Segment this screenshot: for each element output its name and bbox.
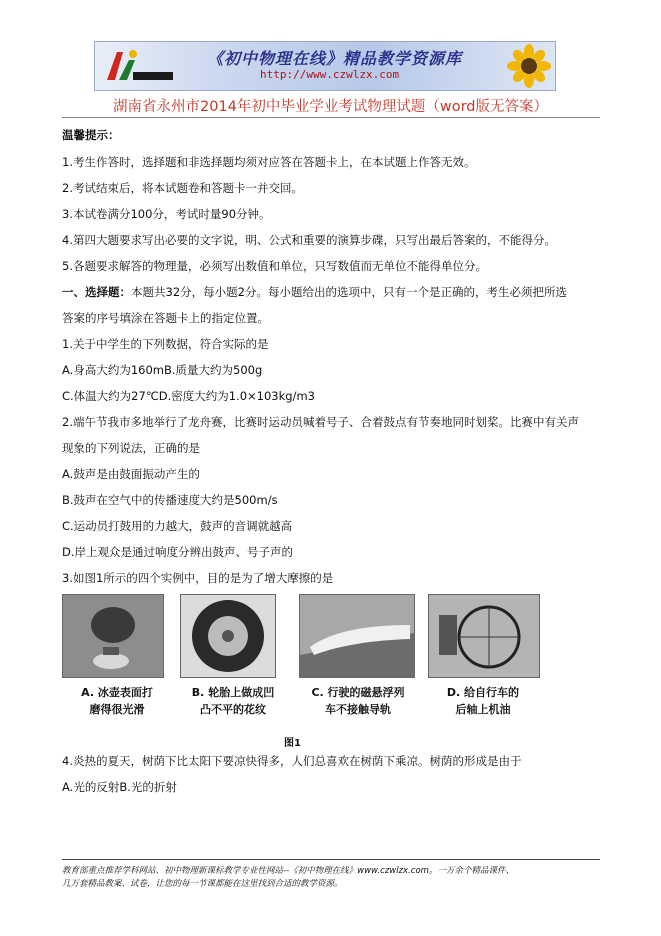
curling-photo [62,594,164,678]
section-1-text: 本题共32分，每小题2分。每小题给出的选项中，只有一个是正确的，考生必须把所选 [131,285,567,299]
notice-2: 2.考试结束后，将本试题卷和答题卡一并交回。 [62,181,303,195]
footer-line-1: 教育部重点推荐学科网站、初中物理新课标教学专业性网站--《初中物理在线》www.czwlzx.com。一万余个精品课件、 [62,866,514,876]
notice-1: 1.考生作答时，选择题和非选择题均须对应答在答题卡上，在本试题上作答无效。 [62,155,476,169]
notice-3: 3.本试卷满分100分，考试时量90分钟。 [62,207,271,221]
section-1-text-2: 答案的序号填涂在答题卡上的指定位置。 [62,311,269,325]
caption-d: D. 给自行车的 后轴上机油 [446,686,520,716]
tire-photo [180,594,276,678]
q4-options-ab: A.光的反射B.光的折射 [62,780,177,794]
header-banner [94,41,556,91]
q1-stem: 1.关于中学生的下列数据，符合实际的是 [62,337,269,351]
sunflower-icon [507,44,551,88]
caption-a: A. 冰壶表面打 磨得很光滑 [81,686,153,716]
site-logo-icon [103,46,143,86]
footer-line-2: 几万套精品教案、试卷，让您的每一节课都能在这里找到合适的教学资源。 [62,879,343,889]
notice-heading: 温馨提示： [62,128,120,142]
q2-option-b: B.鼓声在空气中的传播速度大约是500m/s [62,493,278,507]
bicycle-photo [428,594,540,678]
notice-5: 5.各题要求解答的物理量，必须写出数值和单位，只写数值而无单位不能得单位分。 [62,259,487,273]
q2-option-a: A.鼓声是由鼓面振动产生的 [62,467,200,481]
q1-options-ab: A.身高大约为160mB.质量大约为500g [62,363,263,377]
q2-option-d: D.岸上观众是通过响度分辨出鼓声、号子声的 [62,545,294,559]
caption-c: C. 行驶的磁悬浮列 车不接触导轨 [311,686,405,716]
caption-b: B. 轮胎上做成凹 凸不平的花纹 [191,686,275,716]
figure-1 [62,594,538,749]
banner-url[interactable]: http://www.czwlzx.com [260,68,400,81]
logo-bar [133,72,173,80]
q2-stem-2: 现象的下列说法，正确的是 [62,441,200,455]
q2-stem-1: 2.端午节我市多地举行了龙舟赛，比赛时运动员喊着号子、合着鼓点有节奏地同时划桨。比赛中有关声 [62,415,579,429]
title-divider [62,117,600,118]
q1-options-cd: C.体温大约为27℃D.密度大约为1.0×103kg/m3 [62,389,315,403]
q4-stem: 4.炎热的夏天，树荫下比太阳下要凉快得多，人们总喜欢在树荫下乘凉。树荫的形成是由于 [62,754,522,768]
section-1-intro [62,285,567,299]
page-footer [62,865,514,891]
q3-stem: 3.如图1所示的四个实例中，目的是为了增大摩擦的是 [62,571,334,585]
banner-title: 《初中物理在线》精品教学资源库 [207,49,463,68]
footer-divider [62,859,600,860]
document-title: 湖南省永州市2014年初中毕业学业考试物理试题（word版无答案） [112,99,549,115]
maglev-train-photo [299,594,415,678]
q2-option-c: C.运动员打鼓用的力越大，鼓声的音调就越高 [62,519,293,533]
notice-4: 4.第四大题要求写出必要的文字说，明、公式和重要的演算步碟，只写出最后答案的，不能得分。 [62,233,556,247]
section-1-heading: 一、选择题： [62,285,131,299]
figure-label: 图1 [284,738,301,749]
